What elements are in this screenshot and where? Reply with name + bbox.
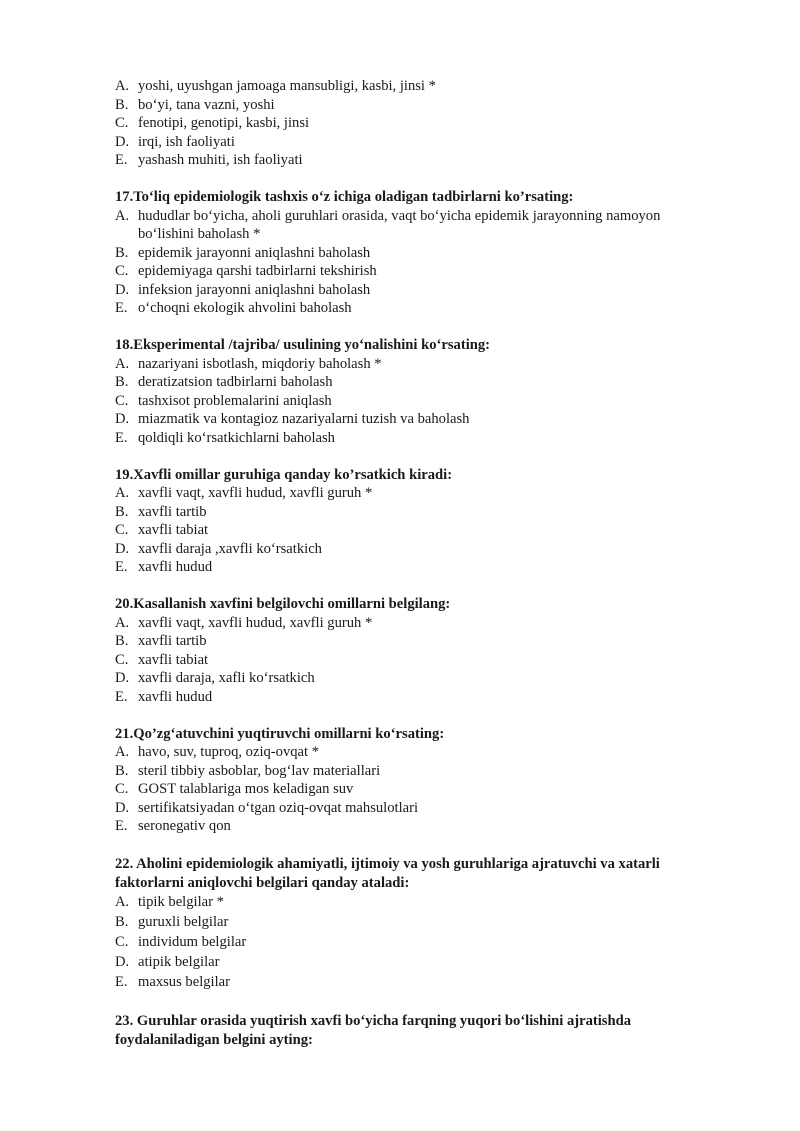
question-22: 22. Aholini epidemiologik ahamiyatli, ijtimoiy va yosh guruhlariga ajratuvchi va xatarli: [115, 856, 660, 872]
question-20: 20.Kasallanish xavfini belgilovchi omillarni belgilang:: [115, 596, 451, 612]
option-e: E. o‘choqni ekologik ahvolini baholash: [115, 300, 352, 316]
option-e: E. yashash muhiti, ish faoliyati: [115, 152, 303, 168]
question-21: 21.Qo’zg‘atuvchini yuqtiruvchi omillarni ko‘rsating:: [115, 726, 445, 742]
option-a: A. tipik belgilar *: [115, 894, 224, 910]
option-b: B. epidemik jarayonni aniqlashni baholash: [115, 245, 371, 261]
option-b: B. guruxli belgilar: [115, 914, 229, 930]
option-d: D. atipik belgilar: [115, 954, 220, 970]
option-d: D. irqi, ish faoliyati: [115, 134, 235, 150]
question-19: 19.Xavfli omillar guruhiga qanday ko’rsatkich kiradi:: [115, 467, 453, 483]
option-c: C. individum belgilar: [115, 934, 247, 950]
question-22-continuation: faktorlarni aniqlovchi belgilari qanday ataladi:: [115, 875, 410, 891]
question-18: 18.Eksperimental /tajriba/ usulining yo‘nalishini ko‘rsating:: [115, 337, 491, 353]
option-b: B. xavfli tartib: [115, 504, 207, 520]
option-e: E. seronegativ qon: [115, 818, 231, 834]
option-a: A. nazariyani isbotlash, miqdoriy baholash *: [115, 356, 382, 372]
option-e: E. qoldiqli ko‘rsatkichlarni baholash: [115, 430, 335, 446]
option-c: C. tashxisot problemalarini aniqlash: [115, 393, 332, 409]
option-d: D. infeksion jarayonni aniqlashni baholash: [115, 282, 371, 298]
option-c: C. xavfli tabiat: [115, 652, 209, 668]
option-a: A. xavfli vaqt, xavfli hudud, xavfli guruh *: [115, 615, 373, 631]
option-d: D. xavfli daraja ,xavfli ko‘rsatkich: [115, 541, 322, 557]
option-d: D. sertifikatsiyadan o‘tgan oziq-ovqat mahsulotlari: [115, 800, 419, 816]
option-c: C. xavfli tabiat: [115, 522, 209, 538]
option-c: C. epidemiyaga qarshi tadbirlarni tekshirish: [115, 263, 377, 279]
option-e: E. maxsus belgilar: [115, 974, 231, 990]
option-b: B. xavfli tartib: [115, 633, 207, 649]
option-a-continuation: bo‘lishini baholash *: [138, 226, 261, 242]
option-b: B. steril tibbiy asboblar, bog‘lav materiallari: [115, 763, 381, 779]
option-e: E. xavfli hudud: [115, 689, 213, 705]
question-17: 17.To‘liq epidemiologik tashxis o‘z ichiga oladigan tadbirlarni ko’rsating:: [115, 189, 574, 205]
option-c: C. GOST talablariga mos keladigan suv: [115, 781, 354, 797]
option-b: B. bo‘yi, tana vazni, yoshi: [115, 97, 275, 113]
option-a: A. hududlar bo‘yicha, aholi guruhlari orasida, vaqt bo‘yicha epidemik jarayonning namoyon: [115, 208, 661, 224]
option-d: D. xavfli daraja, xafli ko‘rsatkich: [115, 670, 315, 686]
option-a: A. xavfli vaqt, xavfli hudud, xavfli guruh *: [115, 485, 373, 501]
option-a: A. yoshi, uyushgan jamoaga mansubligi, kasbi, jinsi *: [115, 78, 436, 94]
question-23-continuation: foydalaniladigan belgini ayting:: [115, 1032, 313, 1048]
option-a: A. havo, suv, tuproq, oziq-ovqat *: [115, 744, 320, 760]
option-c: C. fenotipi, genotipi, kasbi, jinsi: [115, 115, 310, 131]
option-e: E. xavfli hudud: [115, 559, 213, 575]
option-b: B. deratizatsion tadbirlarni baholash: [115, 374, 333, 390]
question-23: 23. Guruhlar orasida yuqtirish xavfi bo‘yicha farqning yuqori bo‘lishini ajratishda: [115, 1013, 632, 1029]
option-d: D. miazmatik va kontagioz nazariyalarni tuzish va baholash: [115, 411, 470, 427]
